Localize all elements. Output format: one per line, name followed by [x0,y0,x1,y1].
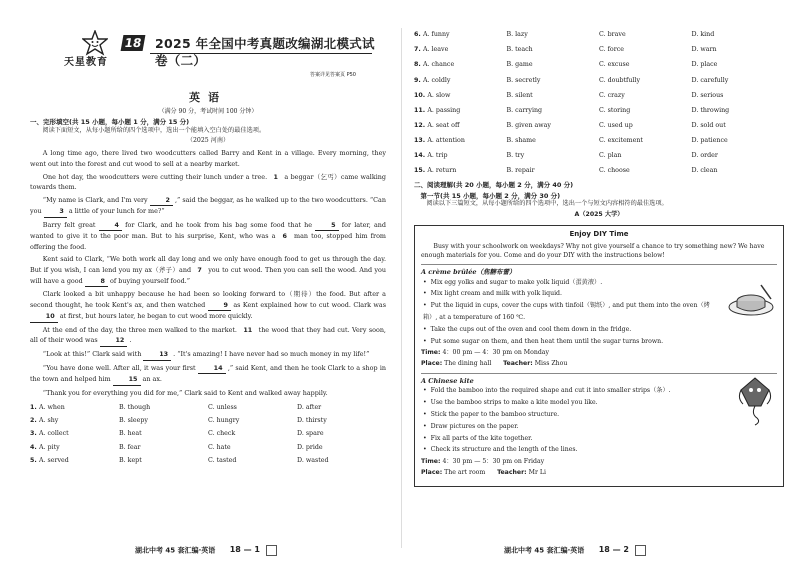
instruction-step: • Put the liquid in cups, cover the cups with tinfoil（锡纸）, and put them into the oven（烤箱）, at a temperature of 160 ℃. [423,300,717,324]
question-number: 11. [414,106,428,114]
passage-text: Clark looked a bit unhappy because he had been so looking forward to（期待）the food. But after a second thought, he took Kent's ax, and then watched [30,290,386,309]
option-row [30,455,386,468]
section2-heading: 二、阅读理解(共 20 小题，每小题 2 分，满分 40 分) [414,180,574,189]
question-number: 7. [414,46,423,54]
passage-text: of buying yourself food.” [110,276,190,285]
subject-title: 英语 [189,91,227,104]
option-choice [30,430,119,439]
option-choice: D. clean [691,167,718,175]
option-choice: C. hate [208,443,231,451]
option-row [414,28,784,43]
passage-text: “My name is Clark, and I'm very [42,195,148,204]
option-row [30,428,386,441]
paper-title: 2025 年全国中考真题改编湖北模式试卷（二） [155,36,375,68]
divider-line [421,373,777,374]
option-choice: B. secretly [506,76,541,84]
option-text: A. collect [38,430,69,438]
diy-notice-box [414,225,784,487]
option-row [414,88,784,103]
option-choice: D. after [297,403,322,411]
instruction-step: • Mix light cream and milk with yolk liquid. [423,288,717,300]
option-row [414,149,784,164]
question-number: 10. [414,91,428,99]
option-choice: B. given away [506,121,551,129]
cloze-paragraph [30,195,386,218]
option-choice: D. patience [691,136,728,144]
option-choice: B. sleepy [119,417,148,425]
cloze-passage [30,148,386,398]
footer-book-title: 湖北中考 45 套汇编·英语 [135,546,216,555]
page-divider [401,28,402,548]
option-choice: D. sold out [691,121,726,129]
cloze-options-left [30,401,386,468]
option-choice: B. game [506,61,533,69]
question-number: 4. [30,443,39,451]
option-choice: D. thirsty [297,417,327,425]
cloze-paragraph [30,148,386,169]
passage-text: man too, stopped him from offering the food. [30,232,386,251]
passage-text: you to cut wood. Then you can sell the wood. And you will have a good [30,266,386,285]
passage-text: . [129,336,132,345]
passage-text: the wood that they had cut. Very soon, all of their wood was [30,325,386,345]
instruction-step: • Draw pictures on the paper. [423,421,727,433]
paper-number-badge: 18 [121,35,146,51]
option-text: A. pity [38,443,60,451]
header-rule [150,53,372,54]
creme-brulee-time: Time: 4：00 pm — 4：30 pm on Monday [421,349,549,357]
option-choice: B. carrying [506,106,543,114]
footer-book-title: 湖北中考 45 套汇编·英语 [504,546,585,555]
option-text: A. passing [427,106,461,114]
option-choice: B. heat [119,430,142,438]
option-choice [30,417,119,426]
option-text: A. when [38,403,65,411]
blank-number: 7 [197,266,202,275]
option-row [414,103,784,118]
option-choice [414,77,507,86]
passage-text: as Kent explained how to cut wood. Clark was [233,300,386,309]
blank-number: 5 [315,220,338,232]
footer-left [135,545,277,556]
option-choice [30,457,119,466]
section2-instruction: 阅读以下三篇短文，从每小题所给的四个选项中，选出一个与短文内容相符的最佳选项。 [426,200,668,208]
option-choice: D. carefully [691,76,729,84]
option-choice: C. excuse [599,61,630,69]
blank-number: 4 [99,220,122,232]
question-number: 13. [414,136,428,144]
option-choice: B. teach [506,46,533,54]
cloze-paragraph [30,254,386,287]
option-choice: C. hungry [208,417,240,425]
blank-number: 8 [85,276,108,288]
option-choice [414,137,507,146]
instruction-step: • Stick the paper to the bamboo structure. [423,409,727,421]
question-number: 6. [414,31,423,39]
option-choice: D. wasted [297,457,329,465]
blank-number: 6 [282,232,287,241]
blank-number: 11 [243,325,253,334]
question-number: 5. [30,457,39,465]
question-number: 8. [414,61,423,69]
option-choice: C. force [599,46,624,54]
option-choice: B. repair [506,167,535,175]
footer-page-number: 18 — 2 [598,545,629,555]
creme-brulee-place: Place: The dining hall Teacher: Miss Zhou [421,360,568,368]
option-choice: B. kept [119,457,142,465]
passage-text: At the end of the day, the three men walked to the market. [42,325,237,334]
passage-text: for Clark, and he took from his bag some food that he [125,220,313,229]
blank-number: 10 [30,311,58,323]
diy-title: Enjoy DIY Time [569,230,629,239]
blank-number: 15 [113,374,141,386]
option-row [414,73,784,88]
section1-instruction: 阅读下面短文，从每小题所给的四个选项中，选出一个能填入空白处的最佳选项。 [42,126,266,134]
qr-code-icon [635,545,646,556]
instruction-step: • Put some sugar on them, and then heat them until the sugar turns brown. [423,336,717,348]
cloze-paragraph [30,388,386,399]
option-text: A. slow [427,91,451,99]
option-text: A. shy [38,417,59,425]
option-choice: B. try [506,152,525,160]
question-number: 9. [414,76,423,84]
creme-brulee-heading: A crème brûlée（焦糖布蕾） [421,267,516,276]
passage-text: “Look at this!” Clark said with [42,349,142,358]
instruction-step: • Take the cups out of the oven and cool them down in the fridge. [423,324,717,336]
option-row [30,401,386,414]
option-text: A. coldly [422,76,451,84]
option-choice: C. crazy [599,91,625,99]
option-choice: C. check [208,430,236,438]
passage-text: a beggar（乞丐）came walking towards them. [30,172,386,192]
option-choice: C. brave [599,31,626,39]
passage-text: One hot day, the woodcutters were cutting their lunch under a tree. [42,172,268,181]
option-row [414,119,784,134]
passage-text: “Thank you for everything you did for me,” Clark said to Kent and walked away happily. [42,388,328,397]
option-choice [414,122,507,131]
option-choice [414,167,507,176]
blank-number: 9 [208,300,231,312]
blank-number: 12 [100,335,128,347]
option-row [30,415,386,428]
option-choice [414,107,507,116]
option-choice: B. shame [506,136,536,144]
option-choice: C. choose [599,167,630,175]
option-text: A. served [38,457,69,465]
option-choice: D. order [691,152,718,160]
option-choice [414,152,507,161]
header [30,0,386,68]
passage-text: ,” said the beggar, as he walked up to the two woodcutters. “Can you [30,195,386,216]
chinese-kite-steps [421,385,777,456]
diy-intro: Busy with your schoolwork on weekdays? Why not give yourself a chance to try something new? We have enough materials for you. Come and do your DIY with the instructions below! [421,242,765,260]
option-text: A. chance [422,61,455,69]
passage-a-label: A（2025 大学） [574,210,624,218]
section1-heading: 一、完形填空(共 15 小题，每小题 1 分，满分 15 分) [30,117,190,126]
star-logo-icon [82,30,108,56]
option-choice: B. lazy [506,31,528,39]
instruction-step: • Mix egg yolks and sugar to make yolk liquid（蛋黄液）. [423,277,717,289]
instruction-step: • Fix all parts of the kite together. [423,433,727,445]
cloze-paragraph [30,172,386,193]
chinese-kite-heading: A Chinese kite [421,376,474,385]
instruction-step: • Use the bamboo strips to make a kite model you like. [423,397,727,409]
passage-text: for later, and wanted to give it to the poor man. But to his surprise, Kent, who was a [30,220,386,241]
option-choice: D. throwing [691,106,730,114]
cloze-paragraph [30,325,386,347]
option-row [30,441,386,454]
option-choice: B. though [119,403,151,411]
option-row [414,164,784,179]
option-choice: D. pride [297,443,323,451]
cloze-options-right [414,28,784,179]
score-info: （满分 90 分，考试时间 100 分钟） [158,107,258,115]
option-choice: B. fear [119,443,141,451]
question-number: 15. [414,167,428,175]
qr-code-icon [266,545,277,556]
option-text: A. trip [427,152,448,160]
option-choice: C. unless [208,403,237,411]
passage-text: at first, but hours later, he began to cut wood more quickly. [59,312,253,321]
option-row [414,134,784,149]
option-choice [30,404,119,413]
blank-number: 3 [44,206,67,218]
option-row [414,43,784,58]
instruction-step: • Check its structure and the length of the lines. [423,444,727,456]
divider-line [421,264,777,265]
question-number: 3. [30,430,39,438]
blank-number: 1 [273,172,278,181]
brand-logo: 天星教育 [64,57,108,68]
passage-text: A long time ago, there lived two woodcutters called Barry and Kent in a village. Every morning, they went out into the forest and cut wood to sell at a nearby market. [30,149,386,168]
passage-text: a little of your lunch for me?” [68,207,165,216]
option-choice: C. excitement [599,136,643,144]
option-choice [414,92,507,101]
option-choice: D. place [691,61,718,69]
blank-number: 13 [143,349,171,361]
cloze-paragraph [30,349,386,361]
chinese-kite-place: Place: The art room Teacher: Mr Li [421,469,546,477]
footer-page-number: 18 — 1 [229,545,260,555]
passage-source: （2025 河南） [186,137,230,145]
passage-text: . “It's amazing! I have never had so much money in my life!” [173,349,370,358]
option-choice: D. kind [691,31,715,39]
blank-number: 14 [198,363,226,375]
option-choice: C. used up [599,121,633,129]
creme-brulee-steps [421,277,777,348]
option-row [414,58,784,73]
option-choice: B. silent [506,91,533,99]
kite-illustration [735,376,775,426]
option-text: A. leave [422,46,449,54]
passage-text: Barry felt great [42,220,96,229]
option-text: A. seat off [427,121,460,129]
creme-brulee-illustration [727,279,775,321]
instruction-step: • Fold the bamboo into the required shape and cut it into smaller strips（条）. [423,385,727,397]
chinese-kite-time: Time: 4：30 pm — 5：30 pm on Friday [421,458,545,466]
cloze-paragraph [30,220,386,253]
part1-heading: 第一节(共 15 小题，每小题 2 分，满分 30 分) [420,191,561,200]
option-choice [414,46,507,55]
option-text: A. return [427,167,457,175]
option-choice: D. serious [691,91,724,99]
question-number: 2. [30,417,39,425]
question-number: 14. [414,152,428,160]
option-choice: C. doubtfully [599,76,641,84]
option-choice: D. warn [691,46,717,54]
question-number: 1. [30,403,39,411]
answer-reference: 答案详见答案页 P50 [310,72,356,78]
blank-number: 2 [150,195,173,207]
footer-right [504,545,646,556]
option-choice: D. spare [297,430,324,438]
cloze-paragraph [30,289,386,323]
option-choice: C. storing [599,106,631,114]
passage-text: an ax. [142,375,162,384]
option-choice: C. tasted [208,457,237,465]
question-number: 12. [414,121,428,129]
option-choice [30,444,119,453]
option-text: A. attention [427,136,465,144]
option-choice: C. plan [599,152,622,160]
passage-text: ,” said Kent, and then he took Clark to a shop in the town and helped him [30,363,386,384]
cloze-paragraph [30,363,386,386]
passage-text: “You have done well. After all, it was your first [42,363,196,372]
passage-text: Kent said to Clark, “We both work all day long and we only have enough food to get us through the day. But if you wish, I can lend you my ax（斧子）and [30,255,386,275]
option-text: A. funny [422,31,450,39]
option-choice [414,61,507,70]
option-choice [414,31,507,40]
